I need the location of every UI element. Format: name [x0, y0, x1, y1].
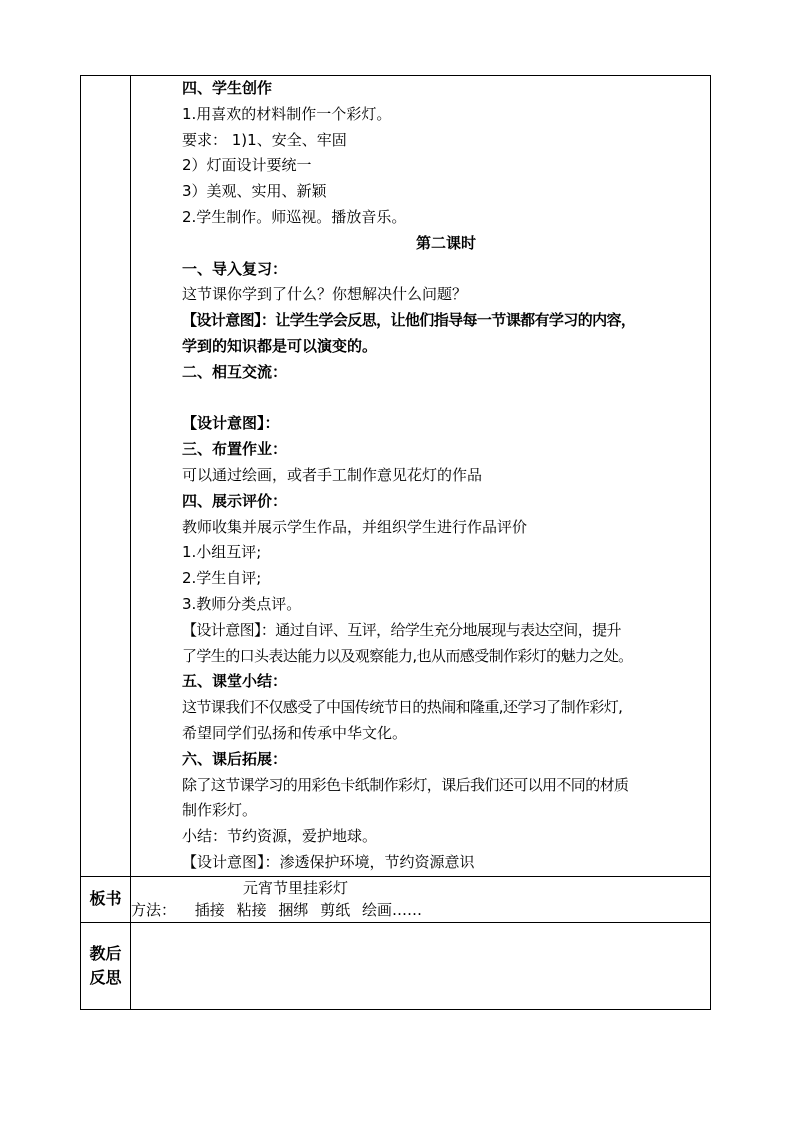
reflection-label-line: 教后	[89, 943, 122, 963]
section-heading: 二、相互交流：	[182, 362, 288, 381]
lesson-plan-table	[80, 75, 711, 1010]
board-title: 元宵节里挂彩灯	[243, 878, 349, 897]
board-content-cell	[131, 876, 711, 922]
text-line: 3）美观、实用、新颖	[182, 182, 327, 201]
blank-line	[182, 386, 710, 412]
section-heading: 一、导入复习：	[182, 259, 288, 278]
section-heading: 三、布置作业：	[182, 440, 288, 459]
method-item: 绘画……	[361, 900, 422, 919]
reflection-content-cell	[131, 922, 711, 1009]
design-intent: 【设计意图】：让学生学会反思，让他们指导每一节课都有学习的内容，	[182, 311, 636, 330]
text-line: 2.学生自评;	[182, 569, 262, 588]
text-line: 这节课你学到了什么？你想解决什么问题？	[182, 285, 468, 304]
board-label	[81, 876, 131, 922]
section-heading: 六、课后拓展：	[182, 749, 288, 768]
board-label-text: 板书	[89, 889, 122, 909]
design-intent: 【设计意图】：	[182, 414, 280, 433]
method-item: 粘接	[236, 900, 267, 919]
section-heading: 四、学生创作	[182, 79, 273, 97]
text-line: 3.教师分类点评。	[182, 594, 302, 613]
text-line: 这节课我们不仅感受了中国传统节日的热闹和隆重,还学习了制作彩灯,	[182, 698, 623, 717]
lesson-label-cell	[81, 76, 131, 877]
text-line: 1.用喜欢的材料制作一个彩灯。	[182, 104, 392, 123]
text-line: 2.学生制作。师巡视。播放音乐。	[182, 207, 407, 226]
text-line: 教师收集并展示学生作品，并组织学生进行作品评价	[182, 517, 528, 536]
period-title: 第二课时	[415, 233, 476, 252]
reflection-label	[81, 922, 131, 1009]
text-line: 要求： 1)1、安全、牢固	[182, 130, 347, 149]
text-line: 2）灯面设计要统一	[182, 156, 312, 175]
method-item: 剪纸	[320, 900, 351, 919]
text-line: 1.小组互评;	[182, 543, 262, 562]
method-item: 插接	[194, 900, 225, 919]
text-line: 希望同学们弘扬和传承中华文化。	[182, 723, 408, 742]
section-heading: 五、课堂小结：	[182, 672, 288, 691]
lesson-row	[81, 76, 711, 877]
text-line: 小结：节约资源，爱护地球。	[182, 827, 378, 846]
reflection-row	[81, 922, 711, 1009]
design-intent: 【设计意图】：通过自评、互评，给学生充分地展现与表达空间，提升	[182, 620, 621, 639]
design-intent: 【设计意图】：渗透保护环境，节约资源意识	[182, 852, 475, 871]
design-intent: 了学生的口头表达能力以及观察能力,也从而感受制作彩灯的魅力之处。	[182, 646, 633, 665]
lesson-content-cell	[131, 76, 711, 877]
board-row	[81, 876, 711, 922]
method-item: 捆绑	[278, 900, 309, 919]
text-line: 制作彩灯。	[182, 801, 258, 820]
section-heading: 四、展示评价：	[182, 491, 288, 510]
text-line: 除了这节课学习的用彩色卡纸制作彩灯，课后我们还可以用不同的材质	[182, 775, 629, 794]
text-line: 可以通过绘画，或者手工制作意见花灯的作品	[182, 465, 483, 484]
design-intent: 学到的知识都是可以演变的。	[182, 336, 378, 355]
board-methods	[131, 899, 710, 921]
methods-label: 方法：	[131, 900, 177, 919]
reflection-label-line: 反思	[89, 967, 122, 987]
